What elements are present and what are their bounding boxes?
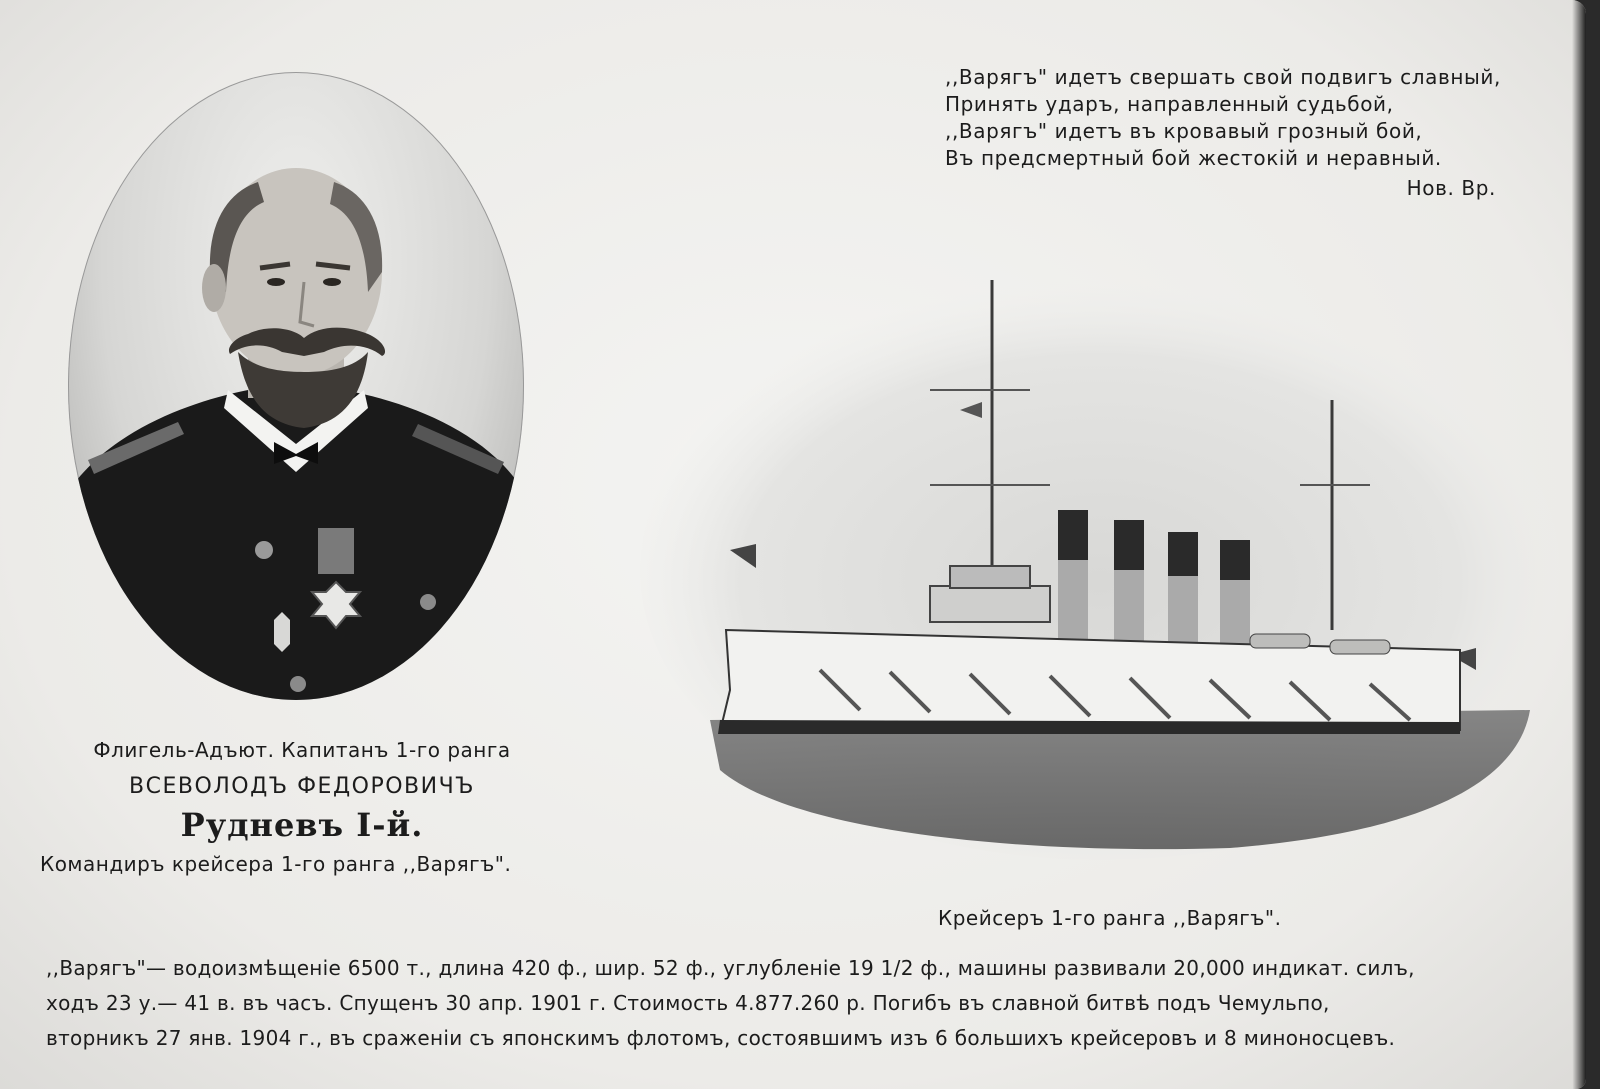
portrait-figure [68, 72, 524, 700]
poem-source: Нов. Вр. [1406, 176, 1496, 200]
card-edge-shadow [1572, 0, 1586, 1089]
poem-line: ,,Варягъ" идетъ свершать свой подвигъ славный, [945, 65, 1501, 89]
portrait-role: Командиръ крейсера 1-го ранга ,,Варягъ". [40, 852, 512, 876]
portrait-surname: Рудневъ I-й. [180, 806, 424, 844]
description-line: ходъ 23 у.— 41 в. въ часъ. Спущенъ 30 апр. 1901 г. Стоимость 4.877.260 р. Погибъ въ славной битвѣ подъ Чемульпо, [46, 991, 1330, 1015]
ship-description [46, 951, 1586, 1056]
poem-line: Въ предсмертный бой жестокій и неравный. [945, 146, 1442, 170]
portrait-given-names: ВСЕВОЛОДЪ ФЕДОРОВИЧЪ [129, 774, 475, 799]
description-line: ,,Варягъ"— водоизмѣщеніе 6500 т., длина 420 ф., шир. 52 ф., углубленіе 19 1/2 ф., машины развивали 20,000 индикат. силъ, [46, 956, 1415, 980]
portrait-rank: Флигель-Адъют. Капитанъ 1-го ранга [93, 738, 511, 762]
poem [945, 64, 1501, 172]
description-line: вторникъ 27 янв. 1904 г., въ сраженіи съ японскимъ флотомъ, состоявшимъ изъ 6 большихъ крейсеровъ и 8 миноносцевъ. [46, 1026, 1396, 1050]
cruiser-illustration [630, 270, 1570, 860]
ship-photo [630, 270, 1570, 860]
ship-caption: Крейсеръ 1-го ранга ,,Варягъ". [938, 906, 1282, 930]
poem-line: Принять ударъ, направленный судьбой, [945, 92, 1394, 116]
portrait-oval [68, 72, 524, 700]
poem-line: ,,Варягъ" идетъ въ кровавый грозный бой, [945, 119, 1423, 143]
